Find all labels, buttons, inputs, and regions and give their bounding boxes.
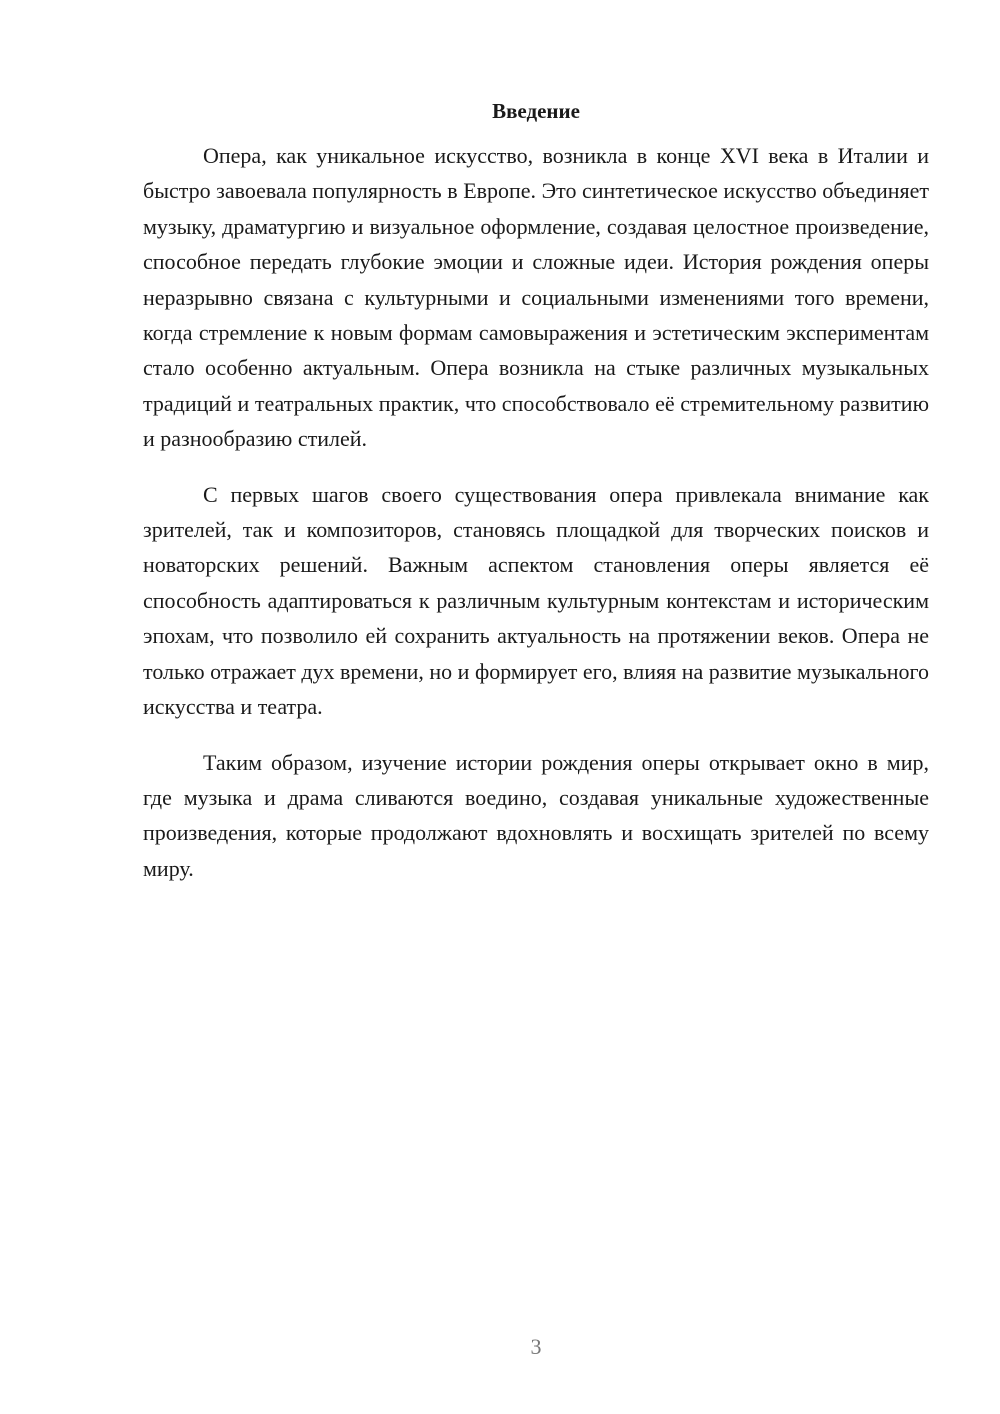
paragraph-1: Опера, как уникальное искусство, возникла в конце XVI века в Италии и быстро завоевала популярность в Европе. Это синтетическое искусство объединяет музыку, драматургию и визуальное оформление, создавая целостное произведение, способное передать глубокие эмоции и сложные идеи. История рождения оперы неразрывно связана с культурными и социальными изменениями того времени, когда стремление к новым формам самовыражения и эстетическим экспериментам стало особенно актуальным. Опера возникла на стыке различных музыкальных традиций и театральных практик, что способствовало её стремительному развитию и разнообразию стилей. bbox=[143, 143, 929, 452]
paragraph-2: С первых шагов своего существования опера привлекала внимание как зрителей, так и композиторов, становясь площадкой для творческих поисков и новаторских решений. Важным аспектом становления оперы является её способность адаптироваться к различным культурным контекстам и историческим эпохам, что позволило ей сохранить актуальность на протяжении веков. Опера не только отражает дух времени, но и формирует его, влияя на развитие музыкального искусства и театра. bbox=[143, 481, 929, 720]
section-heading: Введение bbox=[492, 99, 580, 123]
page-content bbox=[143, 96, 929, 906]
paragraph-3: Таким образом, изучение истории рождения оперы открывает окно в мир, где музыка и драма сливаются воедино, создавая уникальные художественные произведения, которые продолжают вдохновлять и восхищать зрителей по всему миру. bbox=[143, 749, 929, 881]
page-number: 3 bbox=[530, 1334, 542, 1359]
